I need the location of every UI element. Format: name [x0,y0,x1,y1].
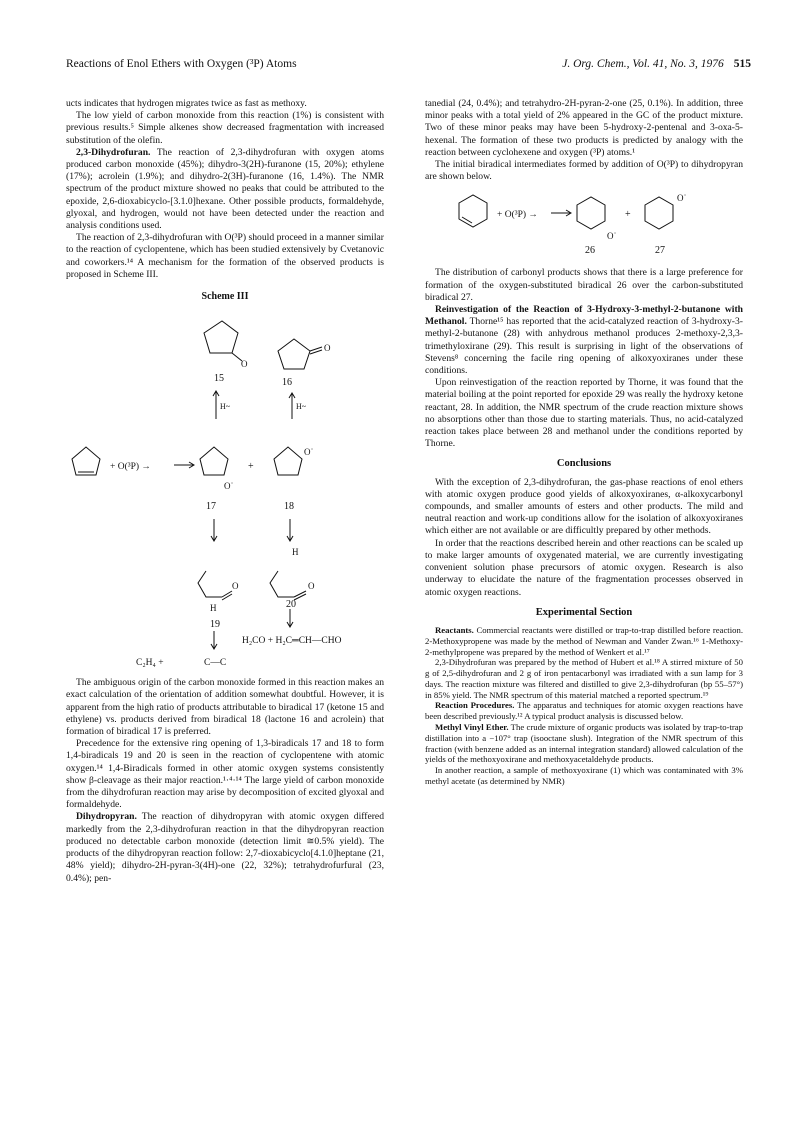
paragraph [66,811,384,884]
paragraph [425,722,743,765]
label-26: 26 [585,245,595,257]
products-label: H₂CO + H₂C═CH—CHO [242,636,342,647]
reagent-label: + O(³P) → [110,462,151,473]
paragraph: In order that the reactions described herein and other reactions can be scaled up to make larger amounts of oxygenated material, we are currently investigating convenient solution phase precursors of atomic oxygen. Research is also underway to elucidate the nature of the fragmentation processes observed in atomic oxygen reactions. [425,537,743,598]
paragraph: The initial biradical intermediates formed by addition of O(³P) to dihydropyran are shown below. [425,159,743,183]
paragraph [425,304,743,377]
label-16: 16 [282,377,292,389]
paragraph-heading: Reactants. [435,624,474,635]
paragraph: ucts indicates that hydrogen migrates twice as fast as methoxy. [66,98,307,109]
atom-o: O [308,581,315,592]
plus-sign: + [248,461,254,473]
plus-sign: + [625,209,631,221]
atom-h: H [292,547,299,558]
journal-name: J. Org. Chem., Vol. 41, No. 3, 1976 [562,58,724,70]
paragraph: With the exception of 2,3-dihydrofuran, the gas-phase reactions of enol ethers with atomic oxygen produce good yields of alkoxyoxiranes, α-alkoxycarbonyl compounds, and smaller amounts of esters and other products. The mild and neutral reaction and work-up conditions allow for the isolation of alkoxyoxiranes which either are not available or are difficultly prepared by other methods. [425,476,743,537]
h-shift-label: H~ [296,402,307,412]
radical-o: O˙ [304,447,314,458]
atom-h: H [210,603,217,614]
paragraph-text: The reaction of dihydropyran with atomic oxygen differed markedly from the 2,3-dihydrofuran reaction in that the dihydropyran reaction produced no detectable carbon monoxide (detection limit ≅0.5% yield). The products of the dihydropyran reaction follow: 2,7-dioxabicyclo[4.1.0]heptane (21, 48% yield); dihydro-2H-pyran-3(4H)-one (22, 32%); tetrahydrofurfural (23, 0.4%); pen- [66,811,384,884]
label-19: 19 [210,619,220,631]
right-column [425,98,743,787]
paragraph: Upon reinvestigation of the reaction reported by Thorne, it was found that the material boiling at the point reported for epoxide 29 was really the hydroxy ketone reactant, 28. In addition, the NMR spectrum of the crude reaction mixture shows no absorptions other than those due to starting materials. Thus, no acid-catalyzed reaction takes place between 28 and methanol under the conditions reported by Thorne. [425,377,743,450]
ring-dihydropyran [459,195,487,227]
paragraph-heading: Methyl Vinyl Ether. [435,722,509,733]
glyoxal-label: C—C [204,658,227,669]
scheme-iii-diagram [66,309,384,669]
paragraph-heading: 2,3-Dihydrofuran. [76,146,151,158]
left-column [66,98,384,885]
ring-26 [577,197,605,229]
experimental-text [425,625,743,787]
paragraph-text: The reaction of 2,3-dihydrofuran with oxygen atoms produced carbon monoxide (45%); dihydro-3(2H)-furanone (15, 20%); ethylene (17%); acrolein (1.9%); and dihydro-2(3H)-furanone (16, 1.4%). The NMR spectrum of the product mixture showed no peaks that could be attributed to the epoxide, 2,6-dioxabicyclo-[3.1.0]hexane. Other possible products, formaldehyde, glyoxal, and hydrogen, would not have been detected under the reaction and analysis conditions used. [66,146,384,232]
ring-20 [270,571,294,597]
ring-27 [645,197,673,229]
atom-o: O [232,581,239,592]
paragraph [425,700,743,722]
ring-18 [274,447,302,475]
label-27: 27 [655,245,665,257]
paragraph-text: The crude mixture of organic products was isolated by trap-to-trap distillation into a −107° trap (isooctane slush). Integration of the NMR spectrum of this fraction (with benzene added as an internal integration standard) allowed calculation of the yields of the methoxyoxirane and methoxyacetaldehyde products. [425,722,743,765]
ring-17 [200,447,228,475]
paragraph: Precedence for the extensive ring opening of 1,3-biradicals 17 and 18 to form 1,4-biradicals 19 and 20 is seen in the reaction of cyclopentene with atomic oxygen.¹⁴ 1,4-Biradicals formed in other atomic oxygen systems consistently show β-cleavage as their major reaction.¹·⁴·¹⁴ The large yield of carbon monoxide from the dihydrofuran reaction may arise by decomposition of excited glyoxal and formaldehyde. [66,738,384,811]
paragraph-heading: Reaction Procedures. [435,700,515,711]
label-15: 15 [214,373,224,385]
paragraph-heading: Reinvestigation of the Reaction of 3-Hydroxy-3-methyl-2-butanone with Methanol. [425,304,743,328]
paragraph [66,147,384,232]
paragraph-text: Thorne¹⁵ has reported that the acid-catalyzed reaction of 3-hydroxy-3-methyl-2-butanone (28) with anhydrous methanol produces 2-methoxy-2,3,3-trimethyloxirane (29). This result is surprising in light of the observations of Stevens⁸ concerning the facile ring opening of alkoxyoxiranes under these conditions. [425,316,743,377]
reaction-drawing [425,191,743,259]
section-heading-conclusions: Conclusions [556,458,612,470]
label-20: 20 [286,599,296,611]
paragraph-text: The apparatus and techniques for atomic oxygen reactions have been described previously.¹² A typical product analysis is discussed below. [425,700,743,722]
page-number: 515 [733,58,751,70]
ring-19 [198,571,222,597]
atom-o: O [324,343,331,354]
ring-15 [204,321,238,353]
label-17: 17 [206,501,216,513]
h-shift-label: H~ [220,402,231,412]
label-18: 18 [284,501,294,513]
paragraph: The distribution of carbonyl products shows that there is a large preference for formation of the oxygen-substituted biradical 26 over the carbon-substituted biradical 27. [425,267,743,303]
paragraph-text: Commercial reactants were distilled or trap-to-trap distilled before reaction. 2-Methoxypropene was made by the method of Newman and Vander Zwan.¹⁶ 1-Methoxy-2-methylpropene was prepared by the method of Wenkert et al.¹⁷ [425,624,743,657]
radical-o: O˙ [607,231,617,242]
atom-o: O [241,359,248,370]
ethylene-label: C₂H₄ + [136,658,164,669]
scheme-drawing [66,309,384,669]
radical-o: O˙ [224,481,234,492]
paragraph: The low yield of carbon monoxide from this reaction (1%) is consistent with previous results.⁵ Simple alkenes show decreased fragmentation with increased substitution of the olefin. [66,110,384,146]
paragraph: In another reaction, a sample of methoxyoxirane (1) which was contaminated with 3% methyl acetate (as determined by NMR) [425,765,743,787]
ring-16 [278,339,310,369]
running-head: Reactions of Enol Ethers with Oxygen (³P) Atoms [66,58,297,70]
ring-dihydrofuran [72,447,100,475]
section-heading-experimental: Experimental Section [535,606,633,618]
paragraph: 2,3-Dihydrofuran was prepared by the method of Hubert et al.¹⁸ A stirred mixture of 50 g of 2,5-dihydrofuran and 2 g of iron pentacarbonyl was irradiated with a sun lamp for 3 days. The reaction mixture was filtered and distilled to give 2,3-dihydrofuran (bp 55–57°) in 85% yield. The NMR spectrum of this material matched a reported spectrum.¹⁹ [425,657,743,700]
paragraph-heading: Dihydropyran. [76,811,137,823]
paragraph: The reaction of 2,3-dihydrofuran with O(³P) should proceed in a manner similar to the reaction of cyclopentene, which has been studied extensively by Cvetanovic and coworkers.¹⁴ A mechanism for the formation of the observed products is proposed in Scheme III. [66,232,384,280]
radical-o: O˙ [677,193,687,204]
dihydropyran-reaction-diagram [425,191,743,259]
reagent-label: + O(³P) → [497,210,538,221]
paragraph [425,625,743,657]
scheme-title: Scheme III [201,291,249,303]
paragraph: tanedial (24, 0.4%); and tetrahydro-2H-pyran-2-one (25, 0.1%). In addition, three minor peaks with a total yield of 2% appeared in the GC of the product mixture. Two of these minor peaks may have been 5-hydroxy-2-pentenal and 3-oxa-5-hexenal. The formation of these two products is predicted by analogy with the reaction between cyclohexene and oxygen (³P) atoms.¹ [425,98,743,158]
journal-citation [562,58,751,70]
paragraph: The ambiguous origin of the carbon monoxide formed in this reaction makes an exact calculation of the orientation of addition somewhat doubtful. However, it is apparent from the high ratio of products attributable to biradical 17 (ketone 15 and ethylene) vs. products derived from biradical 18 (lactone 16 and acrolein) that formation of biradical 17 is preferred. [66,677,384,738]
